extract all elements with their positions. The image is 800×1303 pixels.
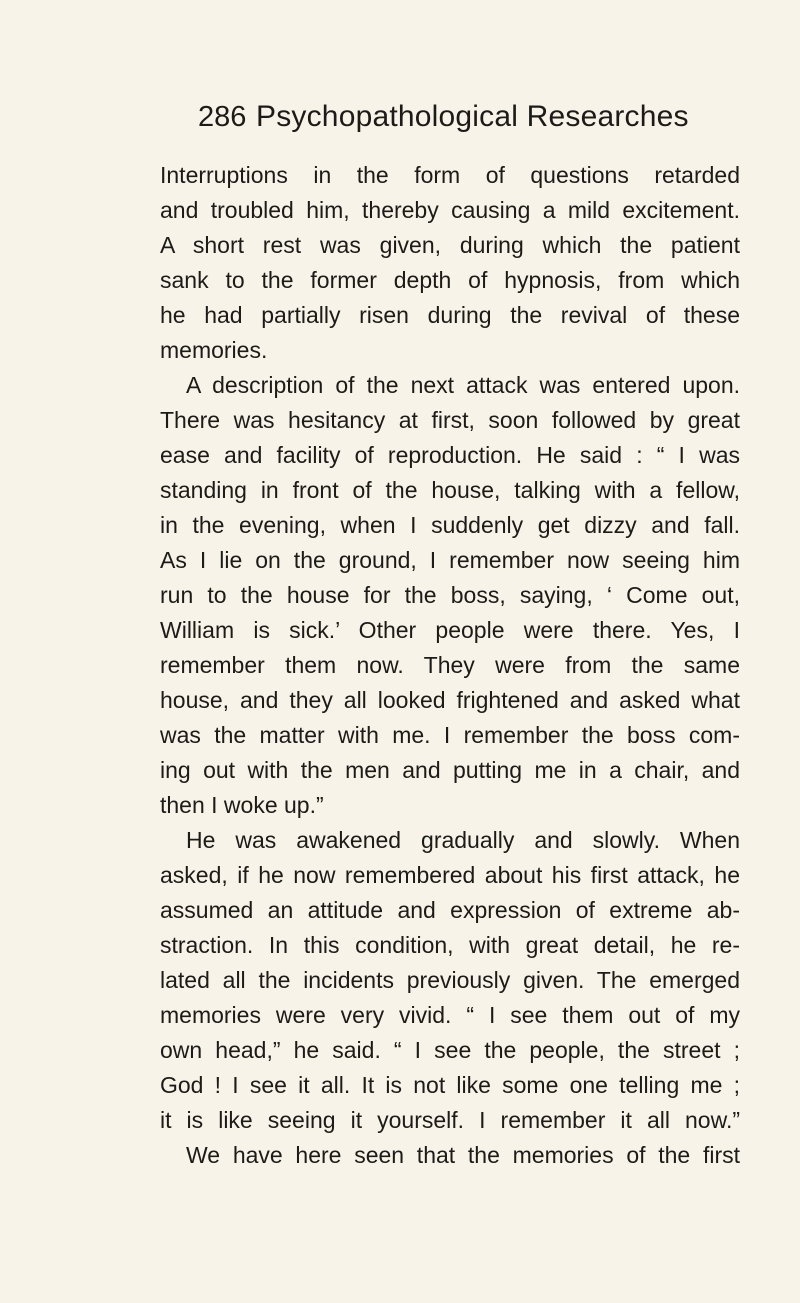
text-line: asked, if he now remembered about his first attack, he	[160, 862, 740, 888]
text-line: it is like seeing it yourself. I remember it all now.”	[160, 1107, 740, 1133]
text-line: Interruptions in the form of questions retarded	[160, 162, 740, 188]
text-line: was the matter with me. I remember the boss com-	[160, 722, 740, 748]
text-line: remember them now. They were from the same	[160, 652, 740, 678]
text-line: run to the house for the boss, saying, ‘ Come out,	[160, 582, 740, 608]
text-line: and troubled him, thereby causing a mild excitement.	[160, 197, 740, 223]
text-line: lated all the incidents previously given. The emerged	[160, 967, 740, 993]
body-text	[160, 158, 740, 1173]
text-line: A short rest was given, during which the patient	[160, 232, 740, 258]
text-line: assumed an attitude and expression of extreme ab-	[160, 897, 740, 923]
text-line: As I lie on the ground, I remember now seeing him	[160, 547, 740, 573]
text-line: memories were very vivid. “ I see them out of my	[160, 1002, 740, 1028]
text-line: he had partially risen during the revival of these	[160, 302, 740, 328]
text-line: William is sick.’ Other people were there. Yes, I	[160, 617, 740, 643]
text-line: ing out with the men and putting me in a chair, and	[160, 757, 740, 783]
text-line: memories.	[160, 337, 268, 363]
running-head: Psychopathological Researches	[256, 100, 689, 133]
text-line: We have here seen that the memories of the first	[186, 1142, 740, 1168]
text-line: ease and facility of reproduction. He said : “ I was	[160, 442, 740, 468]
text-line: straction. In this condition, with great detail, he re-	[160, 932, 740, 958]
text-line: God ! I see it all. It is not like some one telling me ;	[160, 1072, 740, 1098]
text-line: A description of the next attack was entered upon.	[186, 372, 740, 398]
text-line: standing in front of the house, talking with a fellow,	[160, 477, 740, 503]
page-number: 286	[198, 101, 247, 133]
text-line: own head,” he said. “ I see the people, the street ;	[160, 1037, 740, 1063]
text-line: sank to the former depth of hypnosis, from which	[160, 267, 740, 293]
text-line: There was hesitancy at first, soon followed by great	[160, 407, 740, 433]
page-header	[198, 97, 758, 145]
text-line: in the evening, when I suddenly get dizzy and fall.	[160, 512, 740, 538]
text-line: then I woke up.”	[160, 792, 324, 818]
text-line: He was awakened gradually and slowly. When	[186, 827, 740, 853]
text-line: house, and they all looked frightened and asked what	[160, 687, 740, 713]
